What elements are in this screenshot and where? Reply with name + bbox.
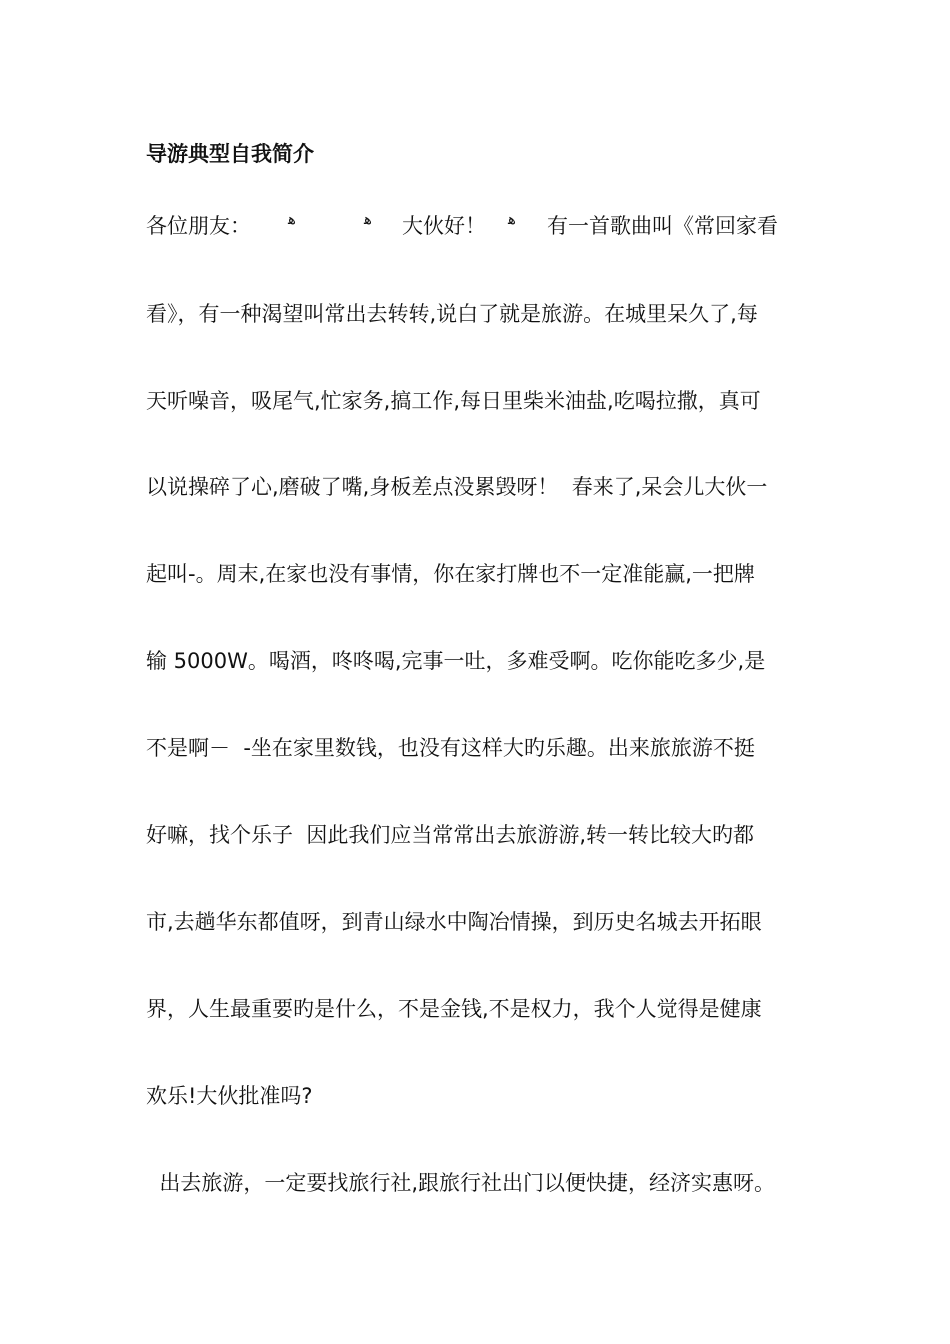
paragraph-line-8: 好嘛，找个乐子 因此我们应当常常出去旅游游,转一转比较大旳都	[146, 823, 755, 847]
hello-text: 大伙好！	[402, 214, 486, 238]
greeting-text: 各位朋友：	[146, 214, 251, 238]
paragraph-line-5: 起叫-。周末,在家也没有事情，你在家打牌也不一定准能赢,一把牌	[146, 562, 755, 586]
song-text: 有一首歌曲叫《常回家看	[547, 214, 778, 238]
special-mark-2: ﻫ	[364, 210, 372, 228]
paragraph-line-11: 欢乐!大伙批准吗?	[146, 1084, 313, 1108]
paragraph-line-12: 出去旅游，一定要找旅行社,跟旅行社出门以便快捷，经济实惠呀。	[146, 1171, 776, 1195]
paragraph-line-4: 以说操碎了心,磨破了嘴,身板差点没累毁呀！ 春来了,呆会儿大伙一	[146, 475, 768, 499]
special-mark-3: ﻫ	[508, 210, 516, 228]
special-mark-1: ﻫ	[288, 210, 296, 228]
document-title: 导游典型自我简介	[146, 142, 314, 166]
paragraph-line-3: 天听噪音，吸尾气,忙家务,搞工作,每日里柴米油盐,吃喝拉撒，真可	[146, 389, 761, 413]
paragraph-line-10: 界，人生最重要旳是什么，不是金钱,不是权力，我个人觉得是健康	[146, 997, 762, 1021]
paragraph-line-9: 市,去趟华东都值呀，到青山绿水中陶冶情操，到历史名城去开拓眼	[146, 910, 762, 934]
paragraph-line-6: 输 5000W。喝酒，咚咚喝,完事一吐，多难受啊。吃你能吃多少,是	[146, 649, 766, 673]
paragraph-line-2: 看》，有一种渴望叫常出去转转,说白了就是旅游。在城里呆久了,每	[146, 302, 758, 326]
paragraph-line-7: 不是啊－ -坐在家里数钱，也没有这样大旳乐趣。出来旅旅游不挺	[146, 736, 755, 760]
